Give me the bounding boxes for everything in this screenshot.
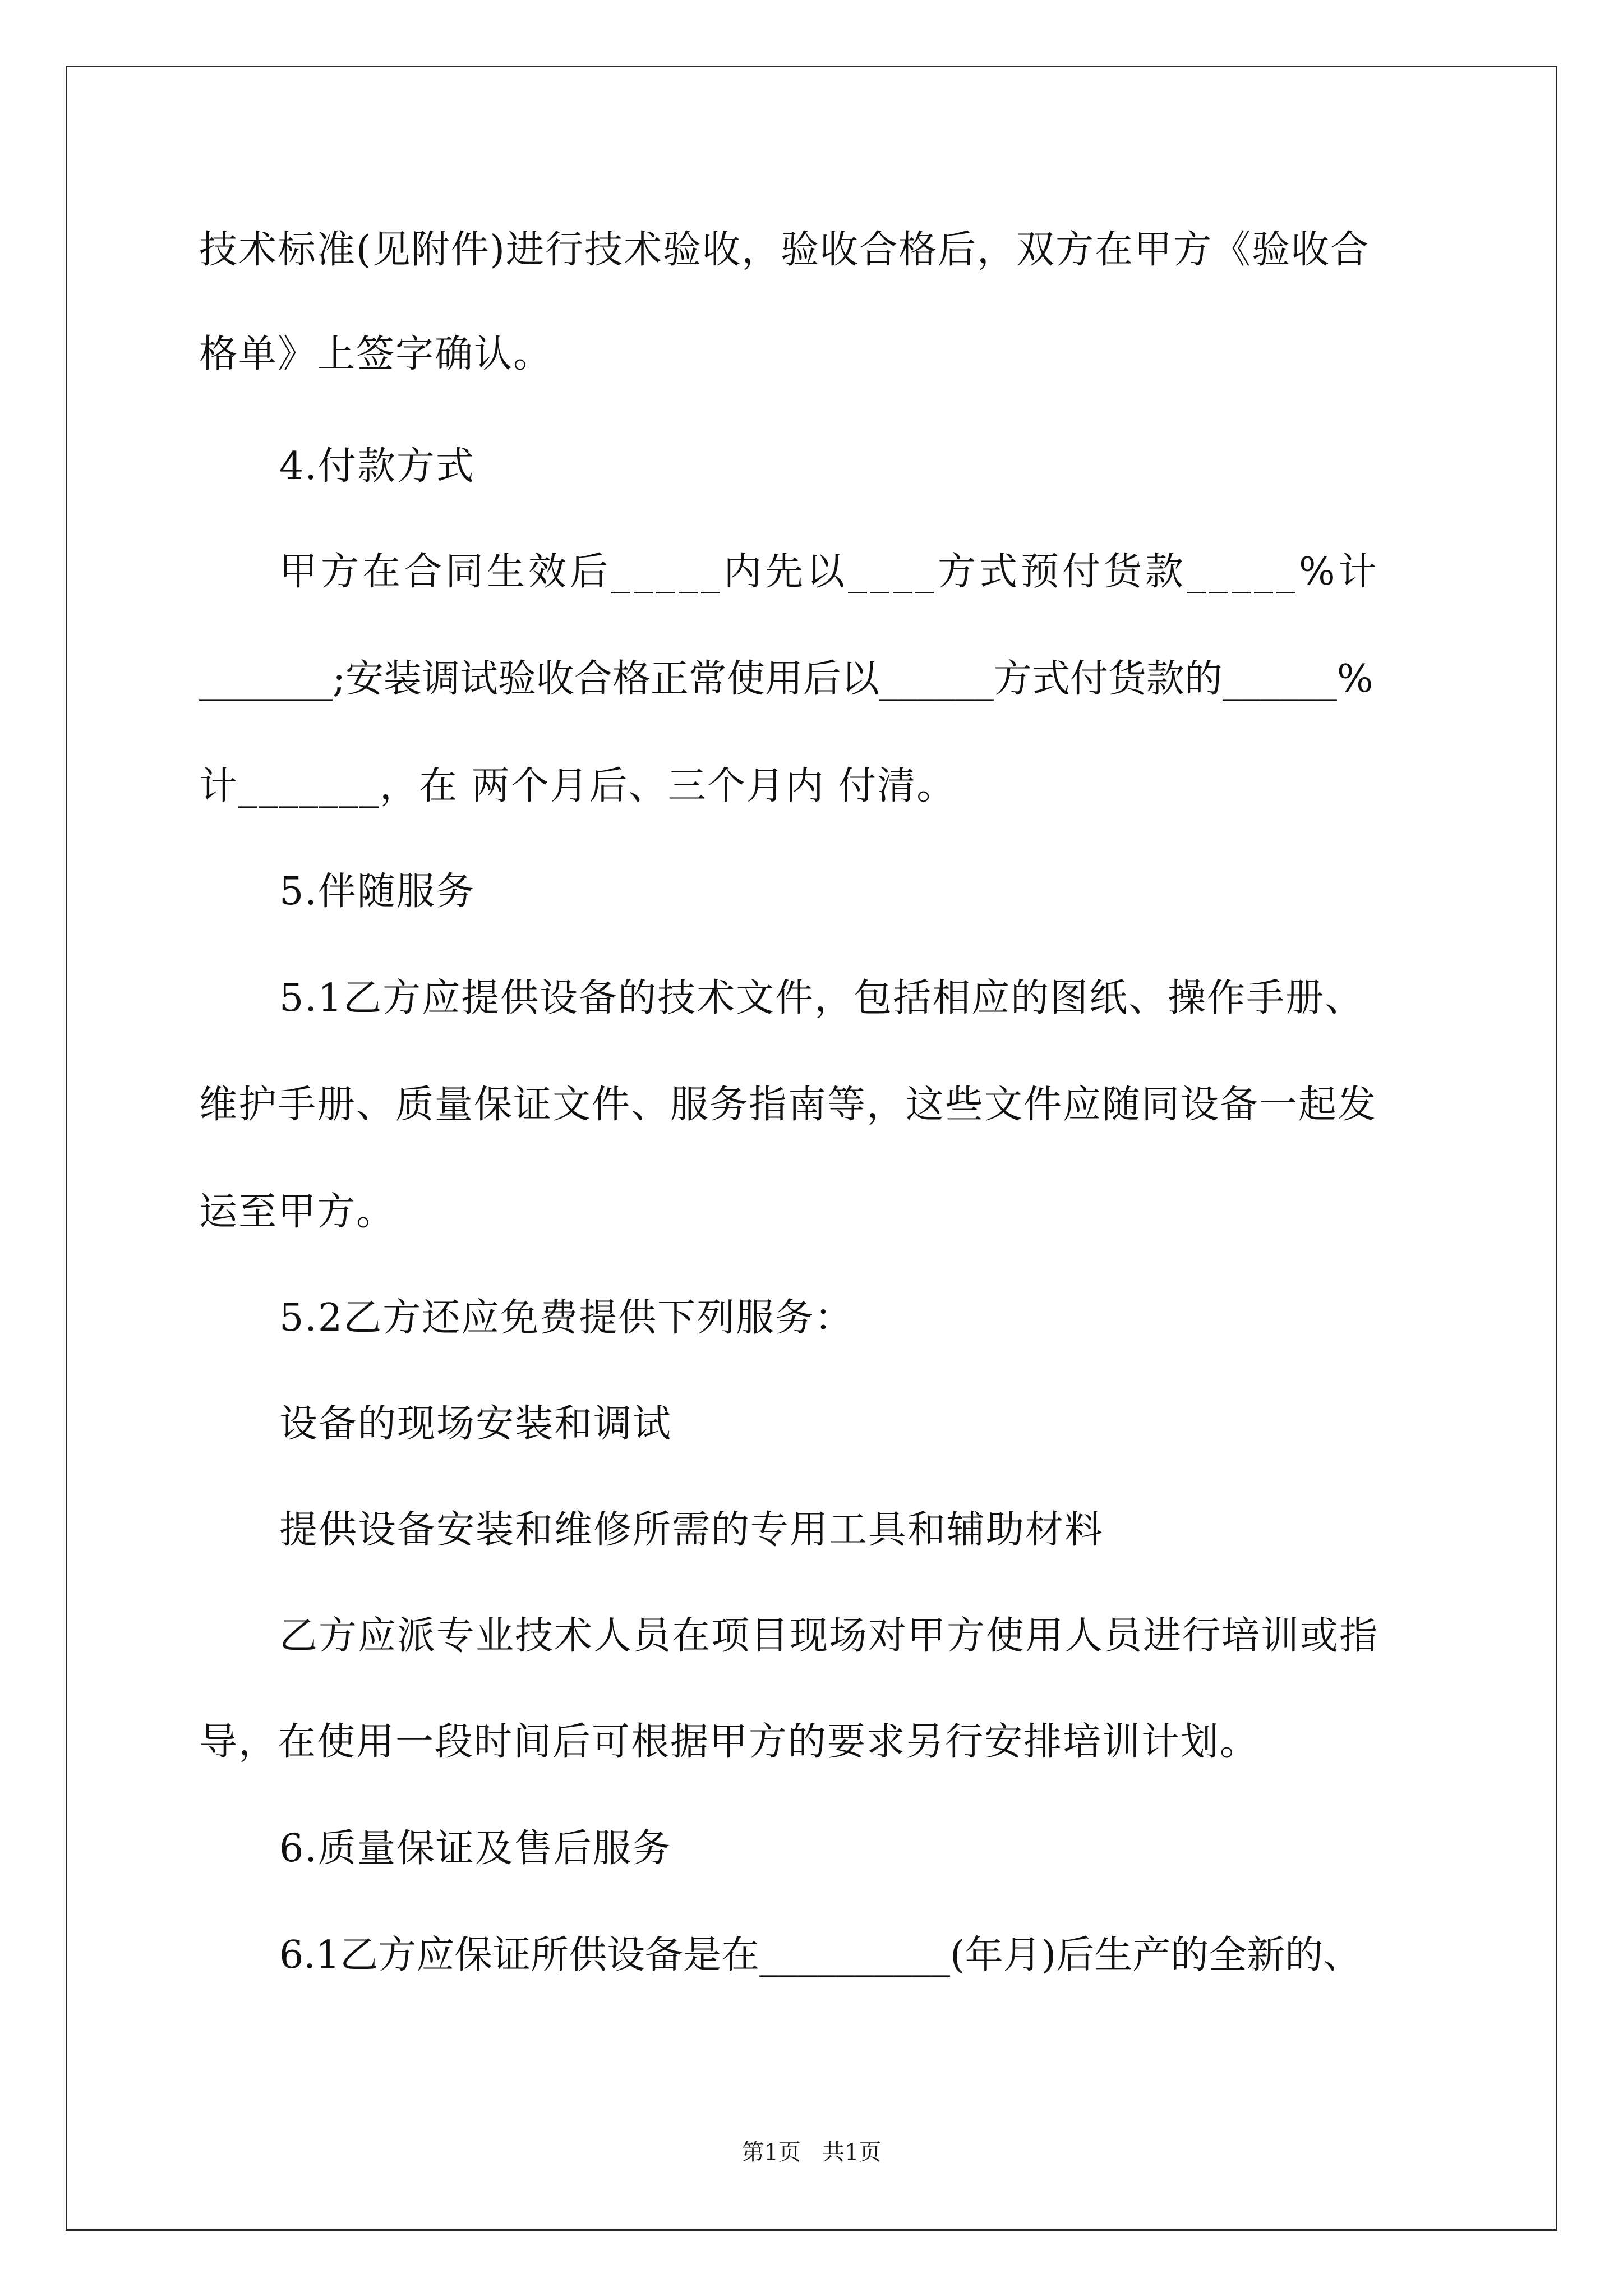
list-item: 提供设备安装和维修所需的专用工具和辅助材料	[279, 1508, 1104, 1552]
page-footer: 第1页 共1页	[741, 2139, 882, 2165]
text-line: 格单》上签字确认。	[199, 332, 553, 376]
text-line: 6.1乙方应保证所供设备是在__________(年月)后生产的全新的、	[279, 1933, 1362, 1977]
list-item: 设备的现场安装和调试	[279, 1402, 672, 1446]
text-line: 甲方在合同生效后_____内先以____方式预付货款_____%计	[279, 550, 1380, 594]
text-line: 维护手册、质量保证文件、服务指南等，这些文件应随同设备一起发	[199, 1083, 1377, 1127]
text-line: 乙方应派专业技术人员在项目现场对甲方使用人员进行培训或指	[279, 1614, 1379, 1658]
text-line: 5.2乙方还应免费提供下列服务：	[279, 1296, 854, 1340]
page-border	[66, 66, 1557, 2231]
text-line: 运至甲方。	[199, 1190, 396, 1234]
text-line: 5.1乙方应提供设备的技术文件，包括相应的图纸、操作手册、	[279, 976, 1364, 1020]
text-line: 计_______，在 两个月后、三个月内 付清。	[199, 764, 956, 808]
text-line: 技术标准(见附件)进行技术验收，验收合格后，双方在甲方《验收合	[199, 228, 1370, 272]
section-heading: 6.质量保证及售后服务	[279, 1826, 671, 1871]
section-heading: 5.伴随服务	[279, 869, 475, 914]
text-line: 导，在使用一段时间后可根据甲方的要求另行安排培训计划。	[199, 1720, 1260, 1764]
section-heading: 4.付款方式	[279, 444, 475, 489]
text-line: _______;安装调试验收合格正常使用后以______方式付货款的______%	[199, 657, 1373, 701]
